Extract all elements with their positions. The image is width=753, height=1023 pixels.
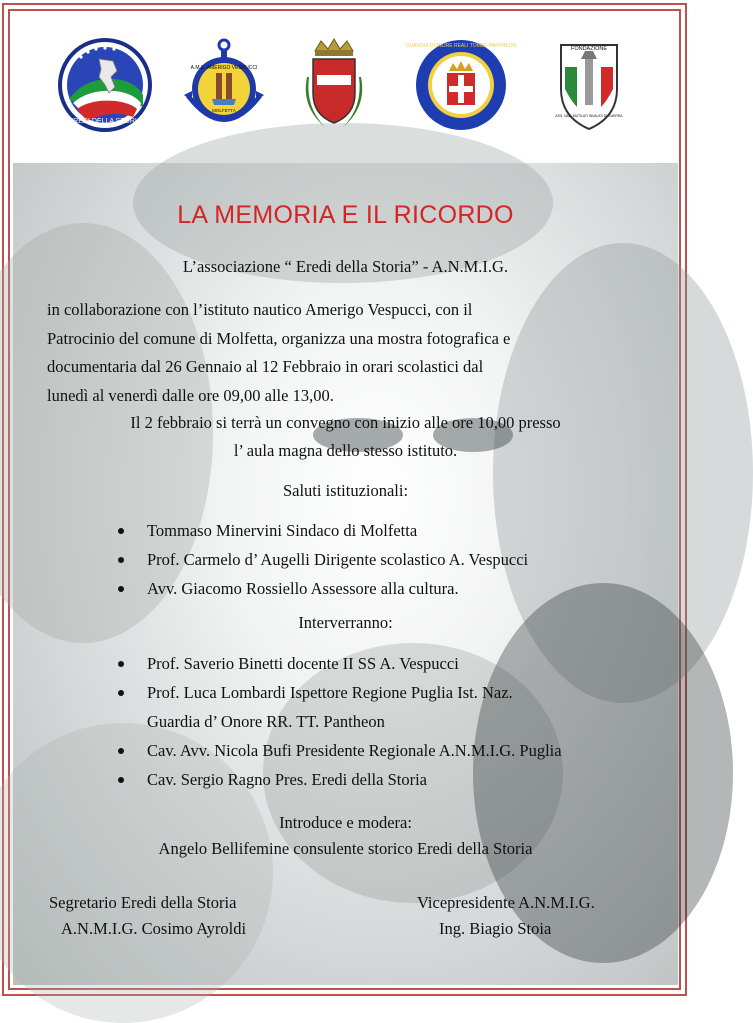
guardia-onore-pantheon-logo bbox=[405, 37, 517, 133]
event-title: LA MEMORIA E IL RICORDO bbox=[177, 201, 514, 229]
signature-left-title: Segretario Eredi della Storia bbox=[49, 893, 237, 912]
bullet-icon bbox=[118, 528, 124, 534]
list-item: Avv. Giacomo Rossiello Assessore alla cultura. bbox=[118, 574, 528, 603]
svg-text:ASS. NAZ. MUTILATI INVALIDI DI: ASS. NAZ. MUTILATI INVALIDI DI GUERRA bbox=[555, 114, 623, 118]
svg-text:EREDI DELLA STORIA: EREDI DELLA STORIA bbox=[68, 118, 142, 125]
paragraph-line: in collaborazione con l’istituto nautico Amerigo Vespucci, con il bbox=[47, 300, 473, 319]
bullet-icon bbox=[118, 690, 124, 696]
description-paragraph bbox=[47, 296, 647, 410]
bullet-icon bbox=[118, 557, 124, 563]
svg-text:MOLFETTA: MOLFETTA bbox=[212, 108, 236, 113]
bullet-icon bbox=[118, 748, 124, 754]
istituto-nautico-logo bbox=[178, 37, 270, 133]
list-item: Cav. Avv. Nicola Bufi Presidente Regionale A.N.M.I.G. Puglia bbox=[118, 736, 562, 765]
signature-right-title: Vicepresidente A.N.M.I.G. bbox=[417, 893, 595, 912]
interverranno-heading: Interverranno: bbox=[298, 613, 393, 632]
bullet-icon bbox=[118, 586, 124, 592]
bullet-icon bbox=[118, 661, 124, 667]
bullet-icon bbox=[118, 777, 124, 783]
mutilati-invalidi-guerra-logo bbox=[551, 37, 627, 133]
list-item: Prof. Luca Lombardi Ispettore Regione Puglia Ist. Naz. Guardia d’ Onore RR. TT. Pantheon bbox=[118, 678, 562, 736]
list-item: Prof. Saverio Binetti docente II SS A. Vespucci bbox=[118, 649, 562, 678]
flyer-content bbox=[13, 163, 678, 985]
moderator-heading: Introduce e modera: bbox=[279, 813, 412, 832]
list-item: Cav. Sergio Ragno Pres. Eredi della Storia bbox=[118, 765, 562, 794]
convegno-line: l’ aula magna dello stesso istituto. bbox=[233, 441, 458, 460]
signature-left-name: A.N.M.I.G. Cosimo Ayroldi bbox=[61, 919, 247, 938]
svg-text:A.M.S. AMERIGO VESPUCCI: A.M.S. AMERIGO VESPUCCI bbox=[190, 65, 258, 71]
saluti-list bbox=[118, 516, 528, 603]
comune-molfetta-crest bbox=[295, 37, 373, 133]
convegno-line: Il 2 febbraio si terrà un convegno con inizio alle ore 10,00 presso bbox=[130, 413, 561, 432]
paragraph-line: Patrocinio del comune di Molfetta, organizza una mostra fotografica e bbox=[47, 328, 511, 348]
moderator-name: Angelo Bellifemine consulente storico Eredi della Storia bbox=[158, 839, 533, 858]
intro-line: L’associazione “ Eredi della Storia” - A.N.M.I.G. bbox=[182, 257, 509, 276]
eredi-della-storia-logo bbox=[55, 37, 155, 133]
svg-text:FONDAZIONE: FONDAZIONE bbox=[570, 46, 608, 52]
interverranno-list bbox=[118, 649, 562, 794]
paragraph-line: documentaria dal 26 Gennaio al 12 Febbraio in orari scolastici dal bbox=[47, 357, 484, 376]
svg-text:GUARDIA D'ONORE REALI TOMBE PA: GUARDIA D'ONORE REALI TOMBE PANTHEON bbox=[405, 43, 517, 49]
list-item: Tommaso Minervini Sindaco di Molfetta bbox=[118, 516, 528, 545]
signature-right-name: Ing. Biagio Stoia bbox=[439, 919, 552, 938]
saluti-heading: Saluti istituzionali: bbox=[282, 481, 409, 500]
paragraph-line: lunedì al venerdì dalle ore 09,00 alle 13,00. bbox=[47, 385, 334, 405]
list-item: Prof. Carmelo d’ Augelli Dirigente scolastico A. Vespucci bbox=[118, 545, 528, 574]
